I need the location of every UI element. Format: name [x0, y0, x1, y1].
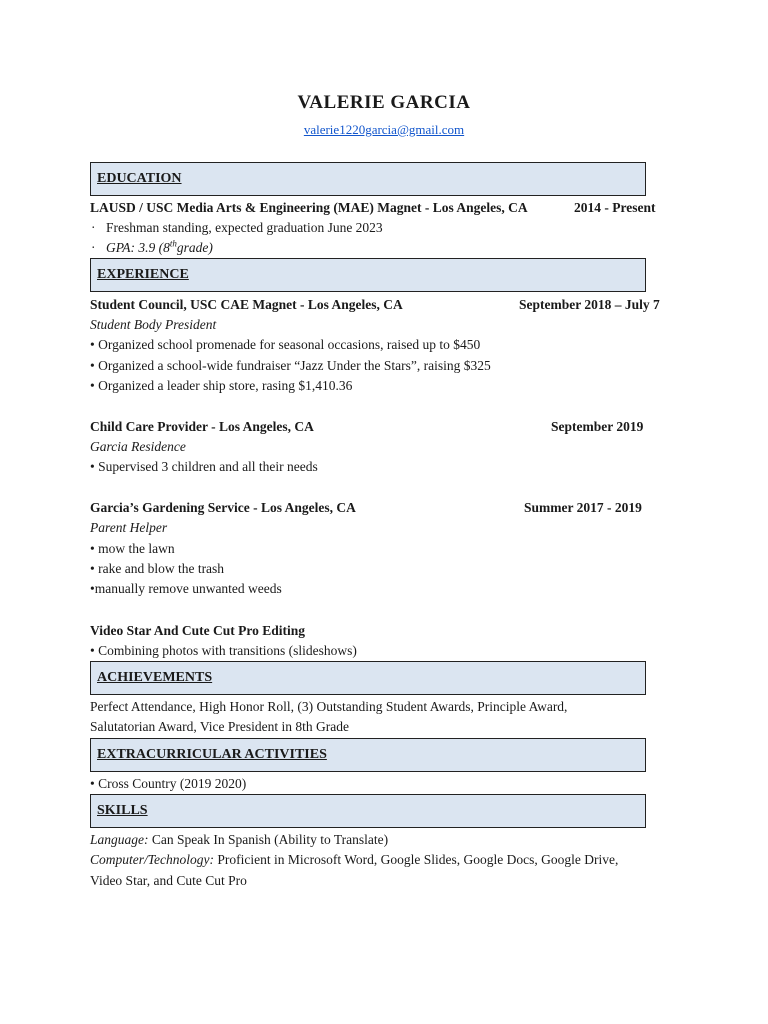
email-link[interactable]: valerie1220garcia@gmail.com — [303, 122, 465, 137]
job-title: Garcia’s Gardening Service - Los Angeles, CA — [90, 500, 356, 515]
job-bullet: • mow the lawn — [90, 541, 175, 556]
gpa-sup: th — [169, 238, 177, 249]
job-dates: September 2018 – July 7 — [519, 297, 660, 312]
job-bullet: •manually remove unwanted weeds — [90, 581, 282, 596]
education-bullet-text: Freshman standing, expected graduation June 2023 — [106, 220, 383, 235]
job-role: Garcia Residence — [90, 439, 186, 454]
job-role: Parent Helper — [90, 520, 168, 535]
skills-computer-label: Computer/Technology: — [90, 852, 214, 867]
extracurricular-bullet: • Cross Country (2019 2020) — [90, 776, 247, 791]
skills-language-text: Can Speak In Spanish (Ability to Translate) — [148, 832, 389, 847]
job-bullet: • Organized a school-wide fundraiser “Jazz Under the Stars”, raising $325 — [90, 358, 491, 373]
achievements-text: Salutatorian Award, Vice President in 8th Grade — [90, 719, 350, 734]
education-section-header — [90, 162, 646, 196]
education-bullet — [91, 219, 383, 237]
skills-language — [90, 831, 388, 849]
extracurricular-heading: EXTRACURRICULAR ACTIVITIES — [97, 747, 327, 762]
education-school: LAUSD / USC Media Arts & Engineering (MAE) Magnet - Los Angeles, CA — [90, 200, 528, 215]
job-bullet: • Organized a leader ship store, rasing $1,410.36 — [90, 378, 353, 393]
achievements-text: Perfect Attendance, High Honor Roll, (3) Outstanding Student Awards, Principle Award, — [90, 699, 568, 714]
skills-computer-text: Proficient in Microsoft Word, Google Slides, Google Docs, Google Drive, — [214, 852, 619, 867]
job-role: Student Body President — [90, 317, 217, 332]
education-dates: 2014 - Present — [574, 200, 656, 215]
job-dates: September 2019 — [551, 419, 644, 434]
achievements-section-header — [90, 661, 646, 695]
experience-section-header — [90, 258, 646, 292]
skills-section-header — [90, 794, 646, 828]
extracurricular-section-header — [90, 738, 646, 772]
skills-computer-continued: Video Star, and Cute Cut Pro — [90, 873, 247, 888]
education-gpa — [91, 239, 213, 257]
job-bullet: • rake and blow the trash — [90, 561, 225, 576]
job-bullet: • Combining photos with transitions (slideshows) — [90, 643, 357, 658]
experience-heading: EXPERIENCE — [97, 267, 189, 282]
achievements-heading: ACHIEVEMENTS — [97, 670, 213, 685]
job-title: Child Care Provider - Los Angeles, CA — [90, 419, 314, 434]
bullet-dot: · — [91, 220, 96, 235]
job-dates: Summer 2017 - 2019 — [524, 500, 642, 515]
job-bullet: • Organized school promenade for seasonal occasions, raised up to $450 — [90, 337, 481, 352]
resume-name: VALERIE GARCIA — [297, 92, 471, 113]
gpa-suffix: grade) — [176, 240, 213, 255]
skills-computer — [90, 851, 618, 869]
gpa-prefix: GPA: 3.9 (8 — [106, 240, 170, 255]
bullet-dot: · — [91, 240, 96, 255]
job-title: Video Star And Cute Cut Pro Editing — [90, 623, 306, 638]
skills-language-label: Language: — [90, 832, 149, 847]
skills-heading: SKILLS — [97, 803, 148, 818]
job-bullet: • Supervised 3 children and all their needs — [90, 459, 318, 474]
education-heading: EDUCATION — [97, 171, 182, 186]
job-title: Student Council, USC CAE Magnet - Los Angeles, CA — [90, 297, 403, 312]
